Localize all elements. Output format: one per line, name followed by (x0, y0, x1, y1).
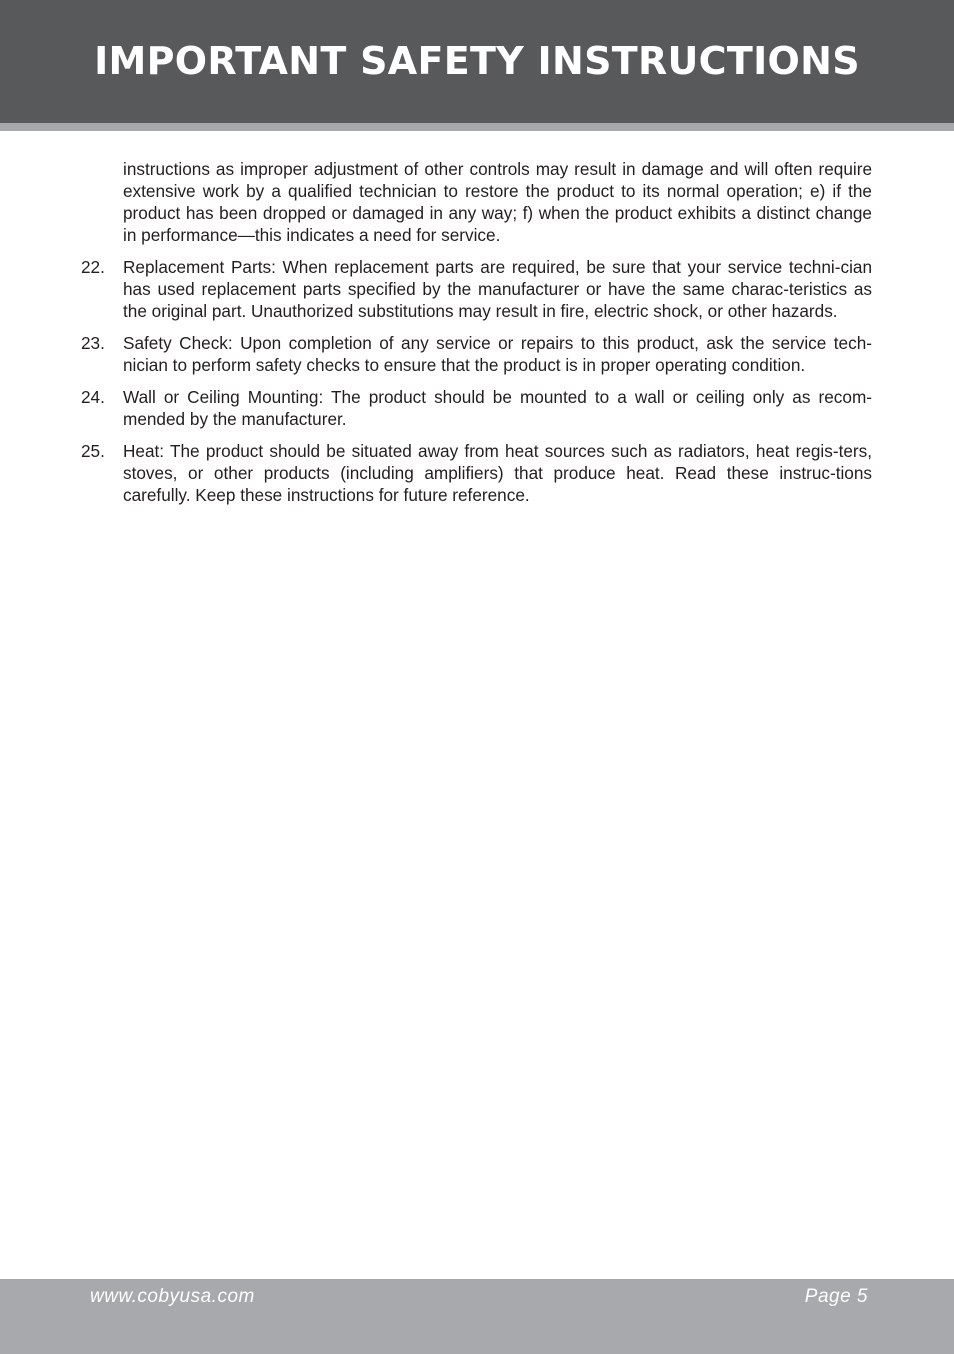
item-number: 22. (81, 257, 105, 277)
page-footer (0, 1279, 954, 1354)
list-item-24 (0, 386, 954, 430)
page-header (0, 0, 954, 123)
list-item-23 (0, 332, 954, 376)
item-number: 25. (81, 441, 105, 461)
header-divider (0, 123, 954, 131)
item-number: 24. (81, 387, 105, 407)
website-url: www.cobyusa.com (90, 1286, 255, 1307)
item-text: Safety Check: Upon completion of any service or repairs to this product, ask the service tech-nician to perform safety checks to ensure that the product is in proper operating condition. (123, 333, 872, 375)
item-text: Replacement Parts: When replacement parts are required, be sure that your service techni-cian has used replacement parts specified by the manufacturer or have the same charac-teristics as the original part. Unauthorized substitutions may result in fire, electric shock, or other hazards. (123, 257, 872, 321)
item-text: Wall or Ceiling Mounting: The product should be mounted to a wall or ceiling only as recom-mended by the manufacturer. (123, 387, 872, 429)
page-title: IMPORTANT SAFETY INSTRUCTIONS (94, 39, 860, 83)
continued-paragraph: instructions as improper adjustment of other controls may result in damage and will often require extensive work by a qualified technician to restore the product to its normal operation; e) if the product has been dropped or damaged in any way; f) when the product exhibits a distinct change in performance—this indicates a need for service. (123, 159, 872, 245)
item-text: Heat: The product should be situated away from heat sources such as radiators, heat regis-ters, stoves, or other products (including amplifiers) that produce heat. Read these instruc-tions carefully. Keep these instructions for future reference. (123, 441, 872, 505)
instructions-body (0, 158, 954, 516)
list-item-22 (0, 256, 954, 322)
item-number: 23. (81, 333, 105, 353)
list-item-25 (0, 440, 954, 506)
page-number: Page 5 (804, 1286, 868, 1307)
